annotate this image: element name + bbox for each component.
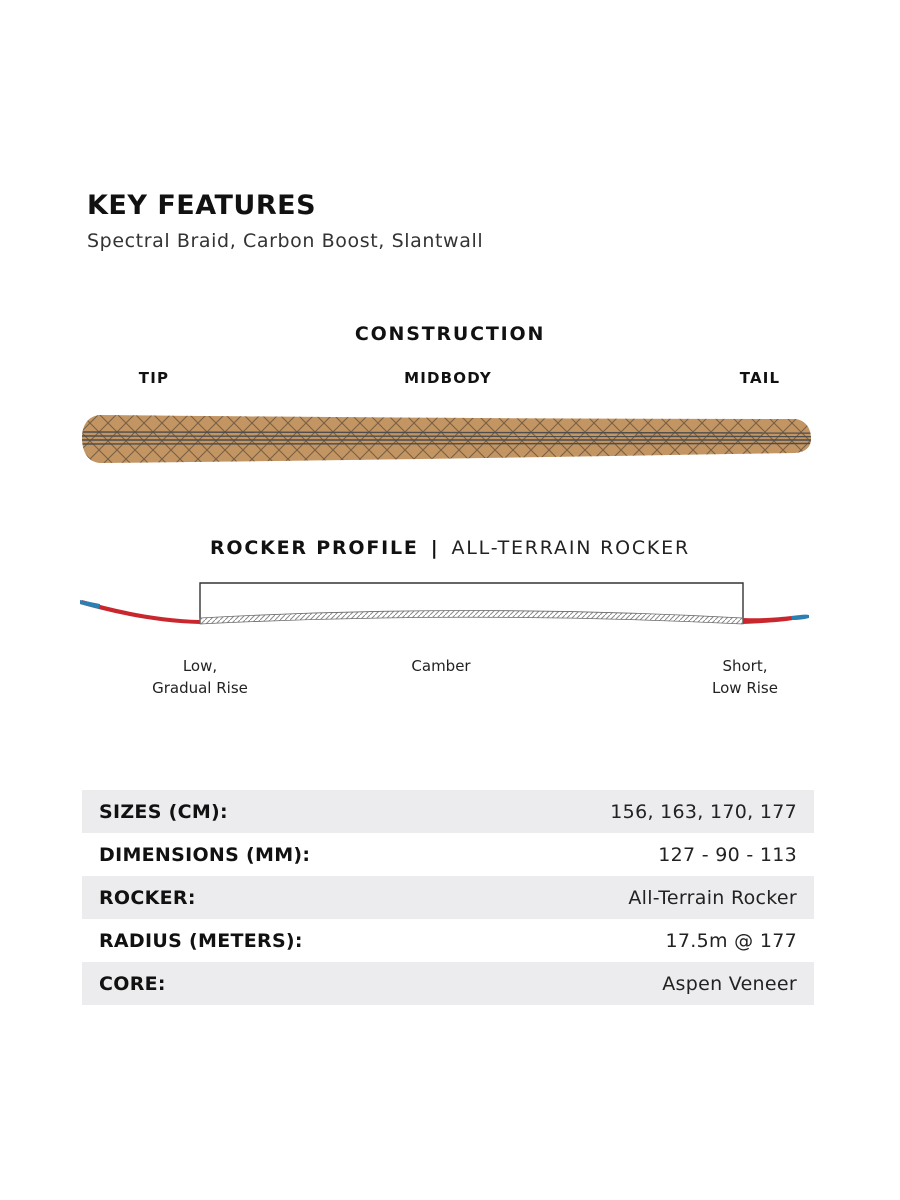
tail-edge <box>791 615 809 620</box>
spec-key: CORE: <box>99 972 166 995</box>
rocker-profile-heading <box>0 537 900 559</box>
rocker-label-tip-line: Gradual Rise <box>152 679 248 697</box>
spec-value: All-Terrain Rocker <box>628 886 797 909</box>
rocker-profile-title: ROCKER PROFILE <box>209 537 419 559</box>
spec-row-core <box>82 962 814 1005</box>
spec-value: 17.5m @ 177 <box>665 929 797 952</box>
spec-row-sizes <box>82 790 814 833</box>
spec-row-radius <box>82 919 814 962</box>
specs-table <box>82 790 814 1005</box>
zone-label-midbody: MIDBODY <box>404 369 492 387</box>
ski-stripe <box>80 444 815 445</box>
key-features-list: Spectral Braid, Carbon Boost, Slantwall <box>87 230 484 252</box>
rocker-type: ALL-TERRAIN ROCKER <box>451 537 690 559</box>
rocker-label-tip <box>152 655 248 699</box>
spec-value: 156, 163, 170, 177 <box>610 800 797 823</box>
rocker-label-tail <box>712 655 778 699</box>
spec-row-rocker <box>82 876 814 919</box>
rocker-separator: | <box>430 537 440 559</box>
ski-stripe <box>80 436 815 437</box>
construction-title: CONSTRUCTION <box>354 323 546 345</box>
zone-label-tip: TIP <box>138 369 170 387</box>
spec-key: DIMENSIONS (MM): <box>99 843 311 866</box>
spec-value: Aspen Veneer <box>662 972 797 995</box>
zone-label-tail: TAIL <box>739 369 781 387</box>
ski-construction-illustration <box>0 405 900 475</box>
rocker-label-camber <box>411 655 470 677</box>
spec-row-dimensions <box>82 833 814 876</box>
tip-edge <box>80 600 100 609</box>
spec-key: RADIUS (METERS): <box>99 929 303 952</box>
rocker-label-tail-line: Short, <box>722 657 768 675</box>
camber-section <box>200 611 743 625</box>
tail-rocker-section <box>743 616 793 624</box>
spec-key: ROCKER: <box>99 886 196 909</box>
rocker-label-tip-line: Low, <box>182 657 218 675</box>
rocker-profile-diagram <box>0 575 900 635</box>
spec-value: 127 - 90 - 113 <box>658 843 797 866</box>
key-features-title: KEY FEATURES <box>87 190 317 221</box>
tip-rocker-section <box>80 600 200 624</box>
spec-key: SIZES (CM): <box>99 800 228 823</box>
rocker-label-camber-line: Camber <box>411 657 471 675</box>
rocker-label-tail-line: Low Rise <box>712 679 778 697</box>
